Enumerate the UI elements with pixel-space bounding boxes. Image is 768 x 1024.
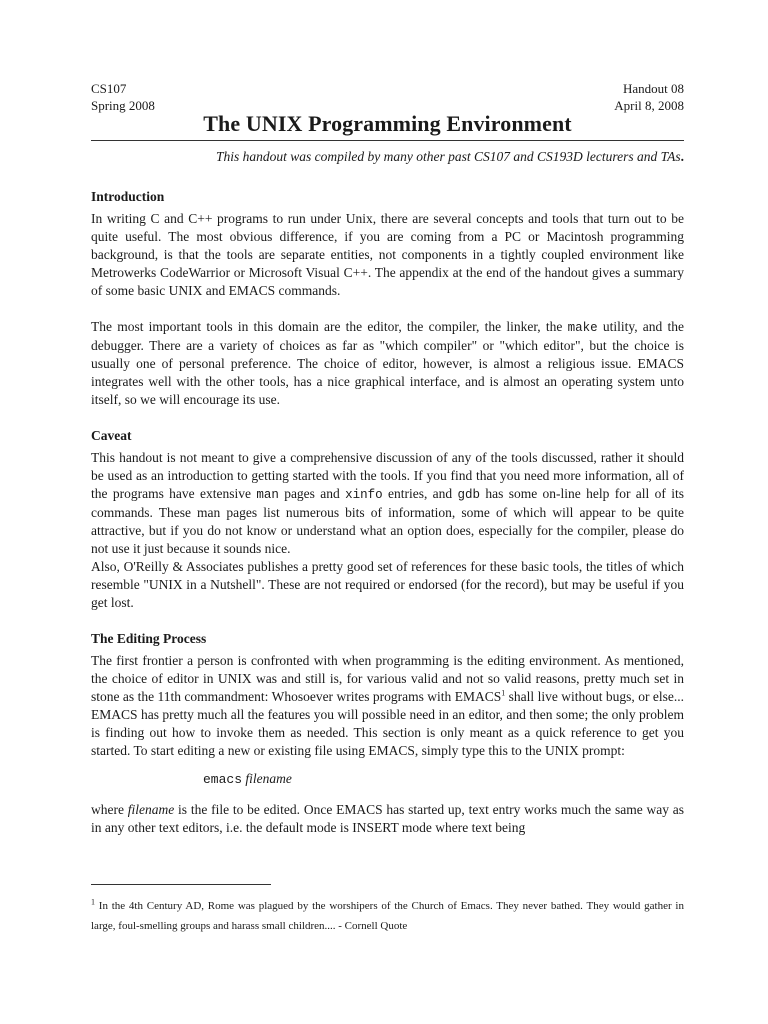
- document-body: [91, 188, 684, 837]
- footnote-rule: [91, 884, 271, 885]
- section-heading-introduction: Introduction: [91, 189, 165, 204]
- editing-paragraph-1: [91, 652, 684, 760]
- filename-italic: filename: [127, 802, 175, 817]
- gdb-code: gdb: [457, 488, 481, 502]
- intro-paragraph-1: In writing C and C++ programs to run under Unix, there are several concepts and tools that turn out to be quite useful. The most obvious difference, if you are coming from a PC or Macintosh programming background, is that the tools are separate entities, not components in a tightly coupled environment like Metrowerks CodeWarrior or Microsoft Visual C++. The appendix at the end of the handout gives a summary of some basic UNIX and EMACS commands.: [91, 211, 684, 298]
- subtitle-period: .: [680, 149, 684, 164]
- intro-p2-text-a: The most important tools in this domain are the editor, the compiler, the linker, the: [91, 319, 568, 334]
- editing-p2-text-b: is the file to be edited. Once EMACS has started up, text entry works much the same way as in any other text editors, i.e. the default mode is INSERT mode where text being: [91, 802, 684, 835]
- subtitle: [216, 149, 684, 165]
- caveat-p1-text-a: This handout is not meant to give a comprehensive discussion of any of the tools discussed, rather it should be used as an introduction to getting started with the tools. If you find that you need more information, all of the programs have extensive: [91, 450, 684, 501]
- term: Spring 2008: [91, 98, 155, 113]
- editing-p1-text-a: The first frontier a person is confronted with when programming is the editing environment. As mentioned, the choice of editor in UNIX was and still is, for various valid and not so valid reasons, pretty much set in stone as the 11th commandment: Whosoever writes programs with EMACS: [91, 653, 684, 704]
- header-left: [91, 80, 155, 114]
- caveat-paragraph-1: [91, 449, 684, 558]
- emacs-command: [203, 770, 684, 789]
- caveat-p1-text-b: pages and: [278, 486, 346, 501]
- section-heading-editing: The Editing Process: [91, 631, 207, 646]
- caveat-paragraph-2: Also, O'Reilly & Associates publishes a pretty good set of references for these basic tools, the titles of which resemble "UNIX in a Nutshell". These are not required or endorsed (for the record), but may be useful if you get lost.: [91, 559, 684, 610]
- intro-p2-text-b: utility, and the debugger. There are a variety of choices as far as "which compiler" or "which editor", but the choice is usually one of personal preference. The choice of editor, however, is almost a religious issue. EMACS integrates well with the other tools, has a nice graphical interface, and is almost an operating system unto itself, so we will encourage its use.: [91, 319, 684, 407]
- handout-date: April 8, 2008: [614, 98, 684, 113]
- caveat-p1-text-d: has some on-line help for all of its commands. These man pages list numerous bits of information, some of which will appear to be quite attractive, but if you do not know or understand what an option does, especially for the compiler, please do not use it just because it sounds nice.: [91, 486, 684, 556]
- editing-p1-text-b: shall live without bugs, or else... EMACS has pretty much all the features you will possible need in an editor, and then some; the only problem is finding out how to invoke them as needed. This section is only meant as a quick reference to get you started. To start editing a new or existing file using EMACS, simply type this to the UNIX prompt:: [91, 689, 684, 758]
- intro-paragraph-2: [91, 318, 684, 409]
- xinfo-code: xinfo: [345, 488, 383, 502]
- emacs-cmd: emacs: [203, 772, 243, 787]
- section-heading-caveat: Caveat: [91, 428, 132, 443]
- emacs-cmd-arg: filename: [245, 771, 292, 786]
- editing-p2-text-a: where: [91, 802, 128, 817]
- footnote-ref: 1: [501, 688, 506, 698]
- handout-number: Handout 08: [622, 81, 684, 96]
- make-code: make: [567, 321, 598, 335]
- title-rule: [91, 140, 684, 141]
- editing-paragraph-2: [91, 801, 684, 837]
- header-right: [614, 80, 684, 114]
- footnote-marker: 1: [91, 897, 95, 907]
- footnote-text: In the 4th Century AD, Rome was plagued by the worshipers of the Church of Emacs. They never bathed. They would gather in large, foul-smelling groups and harass small children.... - Cornell Quote: [91, 900, 684, 932]
- caveat-p1-text-c: entries, and: [382, 486, 458, 501]
- course-code: CS107: [91, 81, 127, 96]
- man-code: man: [256, 488, 279, 502]
- page-title: The UNIX Programming Environment: [203, 111, 572, 136]
- subtitle-text: This handout was compiled by many other past CS107 and CS193D lecturers and TAs: [216, 149, 681, 164]
- footnote: [91, 896, 684, 936]
